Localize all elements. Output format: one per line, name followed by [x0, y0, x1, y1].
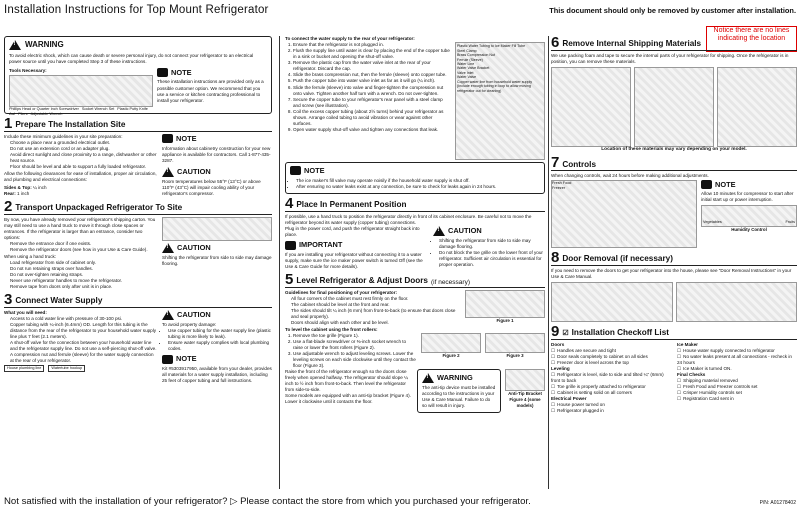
removal-notice: This document should only be removed by customer after installation. [549, 6, 796, 15]
section-heading: 5 Level Refrigerator & Adjust Doors (if necessary) [285, 273, 545, 288]
figure-3-illustration [485, 333, 545, 353]
shipping-materials-diagram [634, 67, 714, 147]
section-heading: 4 Place In Permanent Position [285, 197, 545, 212]
part-number: P/N: A01278402 [759, 500, 796, 506]
checkoff-list: Doors ☐ Handles are secure and tight ☐ Door seals completely to cabinet on all sides ☐ Freezer door is level across the top Leveling ☐ Refrigerator is level, side to side and tilted ¼" (6mm) front to back ☐ Toe grille is properly attached to refrigerator ☐ Cabinet is setting solid on all corners Electrical Power ☐ House power turned on ☐ Refrigerator plugged in Ice Maker ☐ House water supply connected to refrigerator ☐ No water leaks present at all connections - recheck in 24 hours ☐ Ice Maker is turned ON. Final Checks ☐ Shipping material removed ☐ Fresh Food and Freezer controls set ☐ Crisper Humidity controls set ☐ Registration Card sent in [551, 342, 797, 415]
checklist-item: ☐ Toe grille is properly attached to refrigerator [551, 384, 671, 390]
checklist-item: ☐ Door seals completely to cabinet on all sides [551, 354, 671, 360]
tool-label: Plastic Putty Knife [117, 106, 148, 111]
checklist-item: ☐ Refrigerator plugged in [551, 408, 671, 414]
checklist-item: ☐ Crisper Humidity controls set [677, 390, 797, 396]
section-heading: 6 Remove Internal Shipping Materials [551, 36, 797, 51]
checklist-item: ☐ Cabinet is setting solid on all corners [551, 390, 671, 396]
caution-icon [162, 310, 174, 320]
section-heading: 2 Transport Unpackaged Refrigerator To Site [4, 200, 272, 215]
note-text: These installation instructions are provided only as a possible customer option. We recommend that you use a service or kitchen contracting professional to install your refrigerator. [157, 79, 264, 103]
section-heading: 3 Connect Water Supply [4, 293, 272, 308]
diagram-label: House plumbing line [4, 365, 44, 372]
tools-illustration [9, 75, 153, 107]
door-removal-diagram [676, 282, 798, 322]
s2-intro: By now, you have already removed your refrigerator's shipping carton. You may still need to use a hand truck to move it through close spaces or entrances. If the refrigerator is larger than an entrance, consider two options: [4, 217, 156, 241]
note-icon [290, 166, 301, 175]
diagram-label: Watertube hookup [48, 365, 85, 372]
tool-label: Awl [9, 111, 16, 116]
checklist-item: ☐ House water supply connected to refrigerator [677, 348, 797, 354]
note-icon [162, 134, 173, 143]
caution-icon [433, 226, 445, 236]
s1-note: Information about cabinetry construction for your new appliance is available for contractors. Call 1-877-435-3287. [162, 145, 271, 163]
figure-2-illustration [421, 333, 481, 353]
column-divider [548, 36, 549, 489]
warning-text: To avoid electric shock, which can cause death or severe personal injury, do not connect your refrigerator to an electrical power source until you have completed Step 3 of these instructions. [9, 52, 254, 64]
section-heading: 9 ☑ Installation Checkoff List [551, 325, 797, 340]
humidity-slider: Vegetables Fruits [701, 205, 797, 227]
note-box: NOTE • The ice maker's fill valve may operate noisily if the household water supply is shut off. • After ensuring no water leaks exist at any connection, be sure to check for leaks again in 24 hours. [285, 162, 545, 194]
figure-1-illustration [465, 290, 545, 318]
checklist-item: ☐ Refrigerator is level, side to side and tilted ¼" (6mm) front to back [551, 372, 671, 384]
note-icon [157, 68, 168, 77]
door-removal-diagram [551, 282, 673, 322]
shipping-materials-diagram [717, 67, 797, 147]
tools-label: Tools Necessary: [9, 67, 47, 73]
column-middle: To connect the water supply to the rear of your refrigerator: 1. Ensure that the refrigerator is not plugged in. 2. Flush the supply line until water is clear by placing the end of the copper tube in a sink or bucket and opening the shut-off valve. 3. Remove the plastic cap from the water valve inlet at the rear of your refrigerator. Discard the cap. 4. Slide the brass compression nut, then the ferrule (sleeve) onto copper tube. 5. Push the copper tube into water valve inlet as far as it will go (¼ inch). 6. Slide the ferrule (sleeve) into valve and finger-tighten the compression nut onto valve. Tighten another half turn with a wrench. Do not over-tighten. 7. Secure the copper tube to your refrigerator's rear panel with a steel clamp and screw (see illustration). 8. Coil the excess copper tubing (about 2½ turns) behind your refrigerator as shown. Arrange coiled tubing to avoid vibration or wear against other surfaces. 9. Open water supply shut-off valve and tighten any connections that leak. Plastic Water Tubing to Ice Maker Fill Tube Steel Clamp Brass Compression Nut Ferrule (Sleeve) Water Line Water Valve Bracket Valve Inlet Water Valve Copper water line from household water supply (Include enough tubing in loop to allow moving refrigerator out for cleaning) NOTE • The ice maker's fill valve may operate noisily if the household water supply is shut off. • After ensuring no water leaks exist at any connection, be sure to check for leaks again in 24 hours. 4 Place In Permanent Position If possible, use a hand truck to position the refrigerator directly in front of its cabinet enclosure. Be careful not to move the refrigerator beyond its water supply (copper tubing) connections. Plug in the power cord, and push the refrigerator straight back into place. IMPORTANT If you are installing your refrigerator without connecting it to a water supply, make sure the ice maker power switch is turned Off (see the Use & Care Guide for more details). ! CAUTION • Shifting the refrigerator from side to side may damage flooring. • Do not block the toe grille on the lower front of your refrigerator. Sufficient air circulation is essential for proper operation. 5 Level Refrigerator & Adjust Doors (if necessary) Guidelines for final positioning of your refrigerator: • All four corners of the cabinet must rest firmly on the floor. • The cabinet should be level at the front and rear. • The sides should tilt ¼ inch (6 mm) from front-to-back (to ensure that doors close and seal properly). • Doors should align with each other and be level. Figure 1 To level the cabinet using the front rollers: 1. Remove the toe grille (Figure 1). 2. Use a flat-blade screwdriver or ⅜-inch socket wrench to raise or lower the front rollers (Figure 2). 3. Use adjustable wrench to adjust leveling screws. Lower the leveling screws on each side clockwise until they contact the floor (Figure 3). Figure 2 Figure 3 Raise the front of the refrigerator enough so the doors close freely when opened halfway. The refrigerator should slope ¼ inch to ½ inch from front-to-back. Then level the refrigerator from side-to-side. Some models are equipped with an anti-tip bracket (Figure 4). Lower it clockwise until it contacts the floor. ! WARNING The anti-tip device must be installed according to the instructions in your Use & Care Manual. Failure to do so will result in injury. Anti-Tip Bracket Figure 4 (some models) [285, 36, 545, 491]
shipping-materials-diagram [551, 67, 631, 147]
important-icon [285, 241, 296, 250]
checklist-item: ☐ Fresh Food and Freezer controls set [677, 384, 797, 390]
warning-box [4, 36, 272, 114]
checklist-item: ☐ Handles are secure and tight [551, 348, 671, 354]
checklist-item: ☐ Shipping material removed [677, 378, 797, 384]
note-title: NOTE [171, 67, 192, 77]
tool-label: Adjustable Wrench [30, 111, 63, 116]
column-left: ! WARNING To avoid electric shock, which can cause death or severe personal injury, do not connect your refrigerator to an electrical power source until you have completed Step 3 of these instructions. Tools Necessary: Phillips Head or Quarter Inch Screwdriver Socket Wrench Set Plastic Putty Knife Awl Pliers Adjustable Wrench NOTE These installation instructions are provided only as a possible customer option. We recommend that you use a service or kitchen contracting professional to install your refrigerator. 1 Prepare The Installation Site Include these minimum guidelines in your site preparation: • Choose a place near a grounded electrical outlet. • Do not use an extension cord or an adapter plug. • Avoid direct sunlight and close proximity to a range, dishwasher or other heat source. • Floor should be level and able to support a fully loaded refrigerator. Allow the following clearances for ease of installation, proper air circulation, and plumbing and electrical connections: Sides & Top: ¼ inch Rear: 1 inch NOTE Information about cabinetry construction for your new appliance is available for contractors. Call 1-877-435-3287. ! CAUTION Room temperatures below 55°F (13°C) or above 110°F (43°C) will impair cooling ability of your refrigerator's compressor. 2 Transport Unpackaged Refrigerator To Site By now, you have already removed your refrigerator's shipping carton. You may still need to use a hand truck to move it through close spaces or entrances. If the refrigerator is larger than an entrance, consider two options: • Remove the entrance door if one exists. • Remove the refrigerator doors (see how in your Use & Care Guide). When using a hand truck: • Load refrigerator from side of cabinet only. • Do not run retaining straps over handles. • Do not over-tighten retaining straps. • Never use refrigerator handles to move the refrigerator. • Remove tape from doors only after unit is in place. ! CAUTION Shifting the refrigerator from side to side may damage flooring. 3 Connect Water Supply What you will need: • Access to a cold water line with pressure of 30-100 psi. • Copper tubing with ¼-inch (6.4mm) OD. Length for this tubing is the distance from the rear of the refrigerator to your household water supply line plus 7 feet (2.1 meters). • A shut-off valve for the connection between your household water line and the refrigerator supply line. Do not use a self-piercing shut-off valve. • A compression nut and ferrule (sleeve) for the water supply connection at the rear of your refrigerator. House plumbing line Watertube hookup ! CAUTION To avoid property damage: • Use copper tubing for the water supply line (plastic tubing is more likely to leak). • Ensure water supply complies with local plumbing codes. NOTE Kit #5303917950, available from your dealer, provides all materials for a water supply installation, including 25 feet of copper tubing and full instructions. [4, 36, 272, 491]
tool-label: Socket Wrench Set [81, 106, 115, 111]
checklist-item: ☐ Ice Maker is turned ON. [677, 366, 797, 372]
note-icon [701, 180, 712, 189]
controls-diagram: Fresh Food Freezer [551, 180, 697, 248]
s1-list: • Choose a place near a grounded electrical outlet. • Do not use an extension cord or an adapter plug. • Avoid direct sunlight and close proximity to a range, dishwasher or other heat source. • Floor should be level and able to support a fully loaded refrigerator. [4, 140, 158, 170]
s1-intro: Include these minimum guidelines in your site preparation: [4, 134, 123, 139]
checklist-item: ☐ Registration Card sent in [677, 396, 797, 402]
caution-icon [162, 167, 174, 177]
water-connection-diagram: Plastic Water Tubing to Ice Maker Fill Tube Steel Clamp Brass Compression Nut Ferrule (Sleeve) Water Line Water Valve Bracket Valve Inlet Water Valve Copper water line from household water supply (Include enough tubing in loop to allow moving refrigerator out for cleaning) [455, 42, 545, 160]
section-heading: 7 Controls [551, 156, 797, 171]
page-title: Installation Instructions for Top Mount Refrigerator [4, 4, 269, 16]
connect-steps: 1. Ensure that the refrigerator is not plugged in. 2. Flush the supply line until water is clear by placing the end of the copper tube in a sink or bucket and opening the shut-off valve. 3. Remove the plastic cap from the water valve inlet at the rear of your refrigerator. Discard the cap. 4. Slide the brass compression nut, then the ferrule (sleeve) onto copper tube. 5. Push the copper tube into water valve inlet as far as it will go (¼ inch). 6. Slide the ferrule (sleeve) into valve and finger-tighten the compression nut onto valve. Tighten another half turn with a wrench. Do not over-tighten. 7. Secure the copper tube to your refrigerator's rear panel with a steel clamp and screw (see illustration). 8. Coil the excess copper tubing (about 2½ turns) behind your refrigerator as shown. Arrange coiled tubing to avoid vibration or wear against other surfaces. 9. Open water supply shut-off valve and tighten any connections that leak. [285, 42, 451, 160]
s1-clearances: Allow the following clearances for ease of installation, proper air circulation, and plumbing and electrical connections: [4, 171, 157, 183]
checklist-item: ☐ Freezer door is level across the top [551, 360, 671, 366]
anti-tip-bracket-illustration [505, 369, 545, 391]
checklist-item: ☐ No water leaks present at all connections - recheck in 24 hours [677, 354, 797, 366]
warning-box: ! WARNING The anti-tip device must be installed according to the instructions in your Use & Care Manual. Failure to do so will result in injury. [417, 369, 501, 413]
checkbox-icon: ☑ [562, 330, 569, 338]
warning-icon [422, 373, 434, 383]
hand-truck-illustration [162, 217, 272, 241]
annotation-stamp: Notice there are no lines indicating the location [706, 26, 797, 52]
column-divider [279, 36, 280, 489]
section-heading: 8 Door Removal (if necessary) [551, 251, 797, 266]
section-heading: 1 Prepare The Installation Site [4, 117, 272, 132]
warning-title: WARNING [25, 40, 64, 49]
connect-heading: To connect the water supply to the rear of your refrigerator: [285, 36, 415, 41]
caution-icon [162, 243, 174, 253]
warning-icon [9, 40, 21, 50]
note-icon [162, 355, 173, 364]
footer-text: Not satisfied with the installation of your refrigerator? ▷ Please contact the store from which you purchased your refrigerator. [4, 496, 531, 507]
checklist-item: ☐ House power turned on [551, 402, 671, 408]
tool-label: Phillips Head or Quarter Inch Screwdriver [9, 106, 79, 111]
tool-label: Pliers [18, 111, 28, 116]
s1-caution: Room temperatures below 55°F (13°C) or above 110°F (43°C) will impair cooling ability of your refrigerator's compressor. [162, 178, 261, 197]
column-right: 6 Remove Internal Shipping Materials We use packing foam and tape to secure the internal parts of your refrigerator for shipping. Once the refrigerator is in position, you can remove these materials. Location of these materials may vary depending on your model. 7 Controls When changing controls, wait 24 hours before making additional adjustments. Fresh Food Freezer NOTE Allow 10 minutes for compressor to start after initial start up or power interruption. Vegetables Fruits Humidity Control 8 Door Removal (if necessary) If you need to remove the doors to get your refrigerator into the house, please see "Door Removal Instructions" in your Use & Care Manual. 9 ☑ Installation Checkoff List Doors ☐ Handles are secure and tight ☐ Door seals completely to cabinet on all sides ☐ Freezer door is level across the top Leveling ☐ Refrigerator is level, side to side and tilted ¼" (6mm) front to back ☐ Toe grille is properly attached to refrigerator ☐ Cabinet is setting solid on all corners Electrical Power ☐ House power turned on ☐ Refrigerator plugged in Ice Maker ☐ House water supply connected to refrigerator ☐ No water leaks present at all connections - recheck in 24 hours ☐ Ice Maker is turned ON. Final Checks ☐ Shipping material removed ☐ Fresh Food and Freezer controls set ☐ Crisper Humidity controls set ☐ Registration Card sent in [551, 36, 797, 491]
